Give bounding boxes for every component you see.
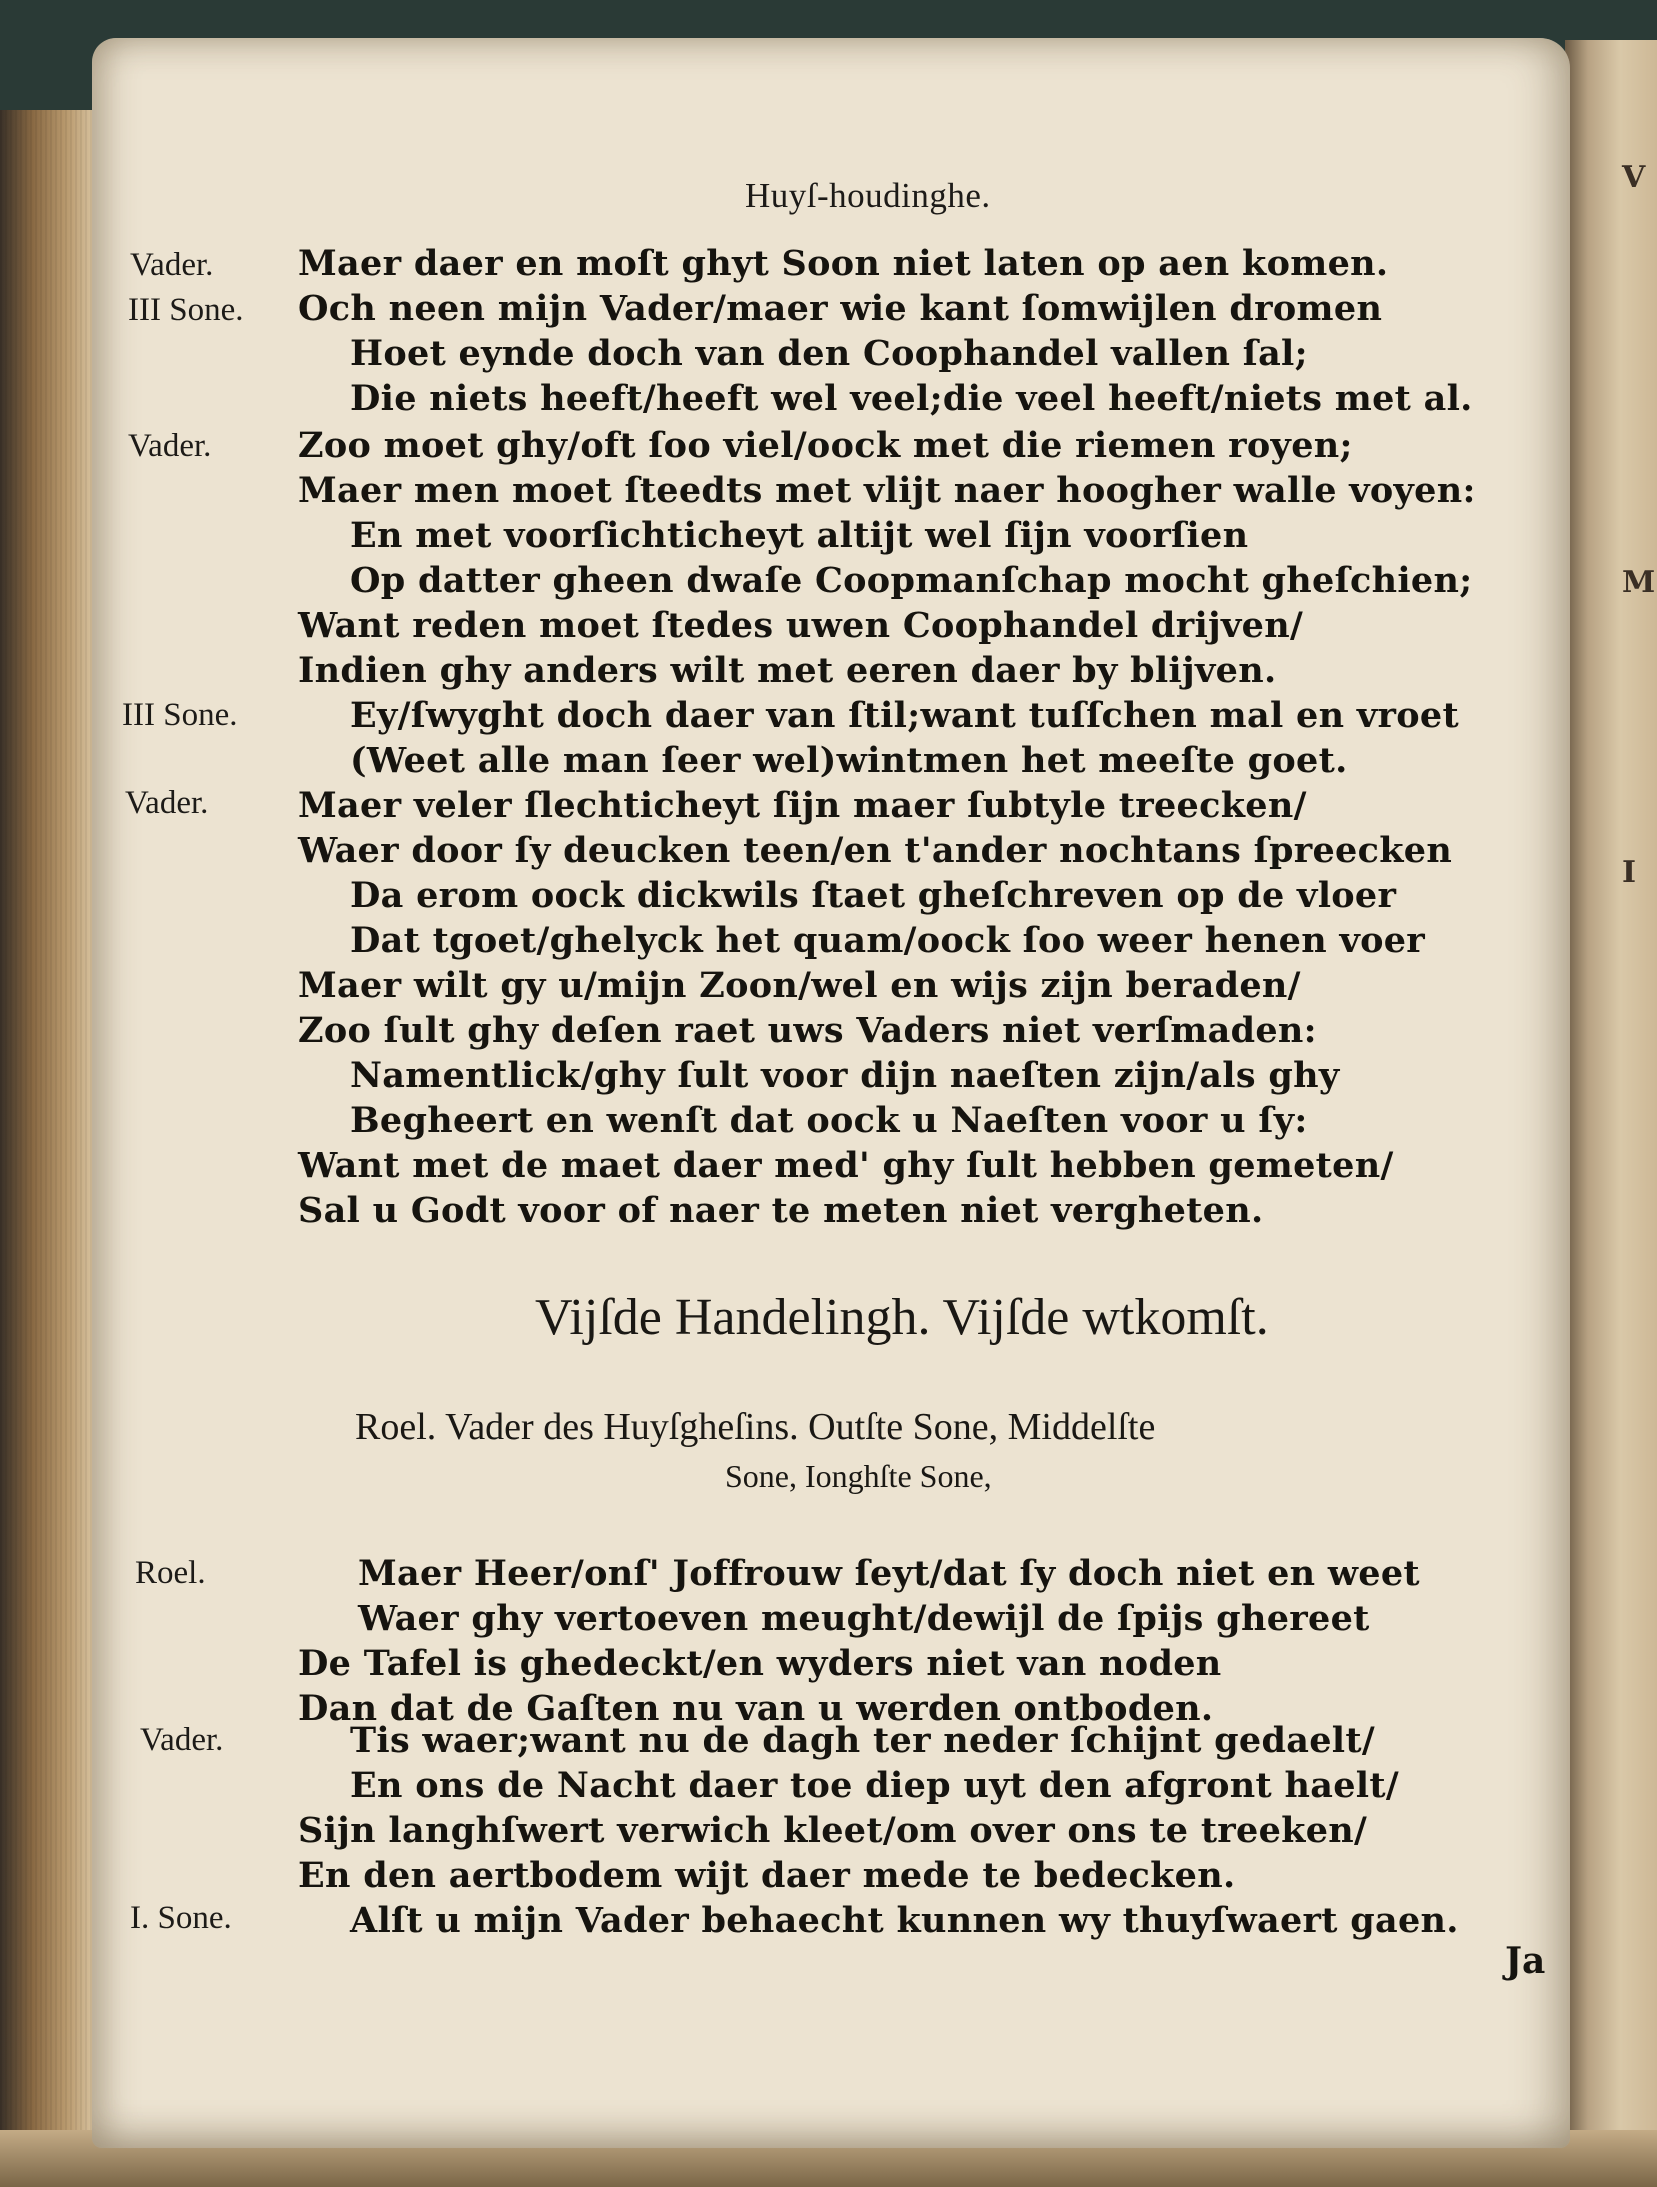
verse-line: Zoo ſult ghy deſen raet uws Vaders niet verſmaden: bbox=[298, 1010, 1317, 1051]
verse-line: Waer ghy vertoeven meught/dewijl de ſpijs ghereet bbox=[358, 1598, 1370, 1639]
verse-line: Maer daer en moſt ghyt Soon niet laten op aen komen. bbox=[298, 243, 1389, 284]
verse-line: En ons de Nacht daer toe diep uyt den afgront haelt/ bbox=[350, 1765, 1399, 1806]
verse-line: Maer wilt gy u/mijn Zoon/wel en wijs zijn beraden/ bbox=[298, 965, 1301, 1006]
speaker-label: Vader. bbox=[140, 1722, 224, 1758]
scene-heading: Vijſde Handelingh. Vijſde wtkomſt. bbox=[535, 1289, 1269, 1346]
verse-line: Hoet eynde doch van den Coophandel vallen ſal; bbox=[350, 333, 1308, 374]
catchword: Ja bbox=[1505, 1940, 1546, 1982]
verse-line: Waer door ſy deucken teen/en t'ander nochtans ſpreecken bbox=[298, 830, 1453, 871]
verse-line: (Weet alle man ſeer wel)wintmen het meeſte goet. bbox=[350, 740, 1348, 781]
verse-line: Want reden moet ſtedes uwen Coophandel drijven/ bbox=[298, 605, 1304, 646]
verse-line: Zoo moet ghy/oft ſoo viel/oock met die riemen royen; bbox=[298, 425, 1353, 466]
speaker-label: III Sone. bbox=[122, 697, 238, 733]
verse-line: Och neen mijn Vader/maer wie kant ſomwijlen dromen bbox=[298, 288, 1383, 329]
verse-line: Alſt u mijn Vader behaecht kunnen wy thuyſwaert gaen. bbox=[350, 1900, 1459, 1941]
running-head: Huyſ-houdinghe. bbox=[745, 176, 991, 215]
facing-page-letter: I bbox=[1622, 855, 1637, 890]
verse-line: De Tafel is ghedeckt/en wyders niet van noden bbox=[298, 1643, 1222, 1684]
speaker-label: Vader. bbox=[130, 247, 214, 283]
verse-line: Dat tgoet/ghelyck het quam/oock ſoo weer henen voer bbox=[350, 920, 1426, 961]
verse-line: Want met de maet daer med' ghy ſult hebben gemeten/ bbox=[298, 1145, 1394, 1186]
verse-line: Op datter gheen dwaſe Coopmanſchap mocht gheſchien; bbox=[350, 560, 1473, 601]
verse-line: Tis waer;want nu de dagh ter neder ſchijnt gedaelt/ bbox=[350, 1720, 1375, 1761]
verse-line: Da erom oock dickwils ſtaet gheſchreven op de vloer bbox=[350, 875, 1397, 916]
verse-line: Namentlick/ghy ſult voor dijn naeſten zijn/als ghy bbox=[350, 1055, 1340, 1096]
speaker-label: Vader. bbox=[128, 428, 212, 464]
verse-line: Sal u Godt voor of naer te meten niet vergheten. bbox=[298, 1190, 1264, 1231]
verse-line: Indien ghy anders wilt met eeren daer by blijven. bbox=[298, 650, 1277, 691]
book-edge-left bbox=[0, 110, 95, 2187]
verse-line: Maer Heer/onſ' Joffrouw ſeyt/dat ſy doch niet en weet bbox=[358, 1553, 1420, 1594]
speaker-label: III Sone. bbox=[128, 292, 244, 328]
speaker-label: Vader. bbox=[125, 785, 209, 821]
verse-line: Die niets heeft/heeft wel veel;die veel heeft/niets met al. bbox=[350, 378, 1473, 419]
verse-line: Begheert en wenſt dat oock u Naeſten voor u ſy: bbox=[350, 1100, 1308, 1141]
verse-line: En den aertbodem wijt daer mede te bedecken. bbox=[298, 1855, 1236, 1896]
facing-page-letter: M bbox=[1622, 565, 1656, 600]
speaker-label: I. Sone. bbox=[130, 1900, 232, 1936]
verse-line: Maer men moet ſteedts met vlijt naer hoogher walle voyen: bbox=[298, 470, 1476, 511]
cast-list: Roel. Vader des Huyſgheſins. Outſte Sone, Middelſte bbox=[355, 1406, 1156, 1448]
verse-line: Dan dat de Gaſten nu van u werden ontboden. bbox=[298, 1688, 1214, 1729]
verse-line: En met voorſichticheyt altijt wel ſijn voorſien bbox=[350, 515, 1249, 556]
speaker-label: Roel. bbox=[135, 1555, 206, 1591]
verse-line: Ey/ſwyght doch daer van ſtil;want tuſſchen mal en vroet bbox=[350, 695, 1459, 736]
verse-line: Sijn langhſwert verwich kleet/om over ons te treeken/ bbox=[298, 1810, 1368, 1851]
facing-page-letter: V bbox=[1622, 160, 1646, 195]
facing-page-edge bbox=[1565, 40, 1657, 2187]
cast-list: Sone, Ionghſte Sone, bbox=[725, 1458, 992, 1494]
verse-line: Maer veler ſlechticheyt ſijn maer ſubtyle treecken/ bbox=[298, 785, 1307, 826]
